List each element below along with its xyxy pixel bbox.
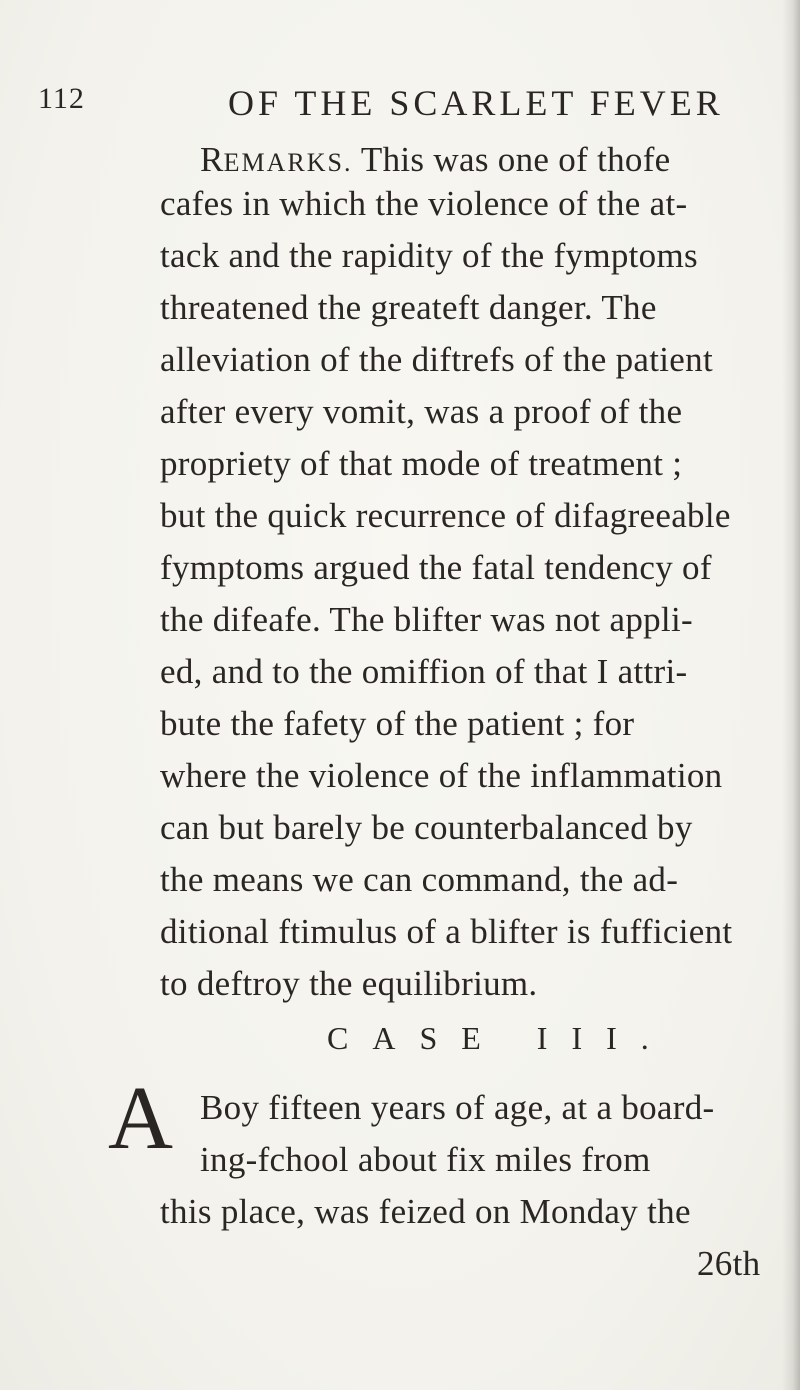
paragraph-line: after every vomit, was a proof of the — [160, 392, 683, 431]
paragraph-line: threatened the greateft danger. The — [160, 288, 657, 327]
paragraph-line: tack and the rapidity of the fymptoms — [160, 236, 698, 275]
remarks-lead-smallcaps: EMARKS. — [223, 148, 353, 177]
paragraph-line: bute the fafety of the patient ; for — [160, 704, 635, 743]
case-heading-word: CASE III. — [327, 1020, 673, 1056]
paragraph-line: the difeafe. The blifter was not appli- — [160, 600, 693, 639]
paragraph-line: to deftroy the equilibrium. — [160, 964, 538, 1003]
page-number: 112 — [38, 82, 85, 115]
page-edge-shadow — [782, 0, 800, 1390]
paragraph-line: Boy fifteen years of age, at a board- — [200, 1088, 715, 1127]
paragraph-line: ed, and to the omiffion of that I attri- — [160, 652, 688, 691]
page-header — [38, 82, 758, 122]
paragraph-line: ditional ftimulus of a blifter is fufficient — [160, 912, 733, 951]
paragraph-line: can but barely be counterbalanced by — [160, 808, 693, 847]
paragraph-line: propriety of that mode of treatment ; — [160, 444, 683, 483]
drop-cap: A — [108, 1069, 173, 1168]
paragraph-line: where the violence of the inflammation — [160, 756, 723, 795]
paragraph-line: but the quick recurrence of difagreeable — [160, 496, 731, 535]
paragraph-line: this place, was feized on Monday the — [160, 1192, 691, 1231]
catchword: 26th — [697, 1244, 761, 1283]
paragraph-line: fymptoms argued the fatal tendency of — [160, 548, 712, 587]
paragraph-line — [200, 140, 671, 180]
paragraph-line: cafes in which the violence of the at- — [160, 184, 688, 223]
running-head: OF THE SCARLET FEVER — [228, 83, 724, 123]
remarks-lead-initial: R — [200, 140, 224, 179]
paragraph-line: alleviation of the diftrefs of the patient — [160, 340, 713, 379]
paragraph-line-text: This was one of thofe — [352, 140, 671, 179]
paragraph-line: ing-fchool about fix miles from — [200, 1140, 651, 1179]
paragraph-line: the means we can command, the ad- — [160, 860, 679, 899]
case-heading — [327, 1020, 673, 1057]
